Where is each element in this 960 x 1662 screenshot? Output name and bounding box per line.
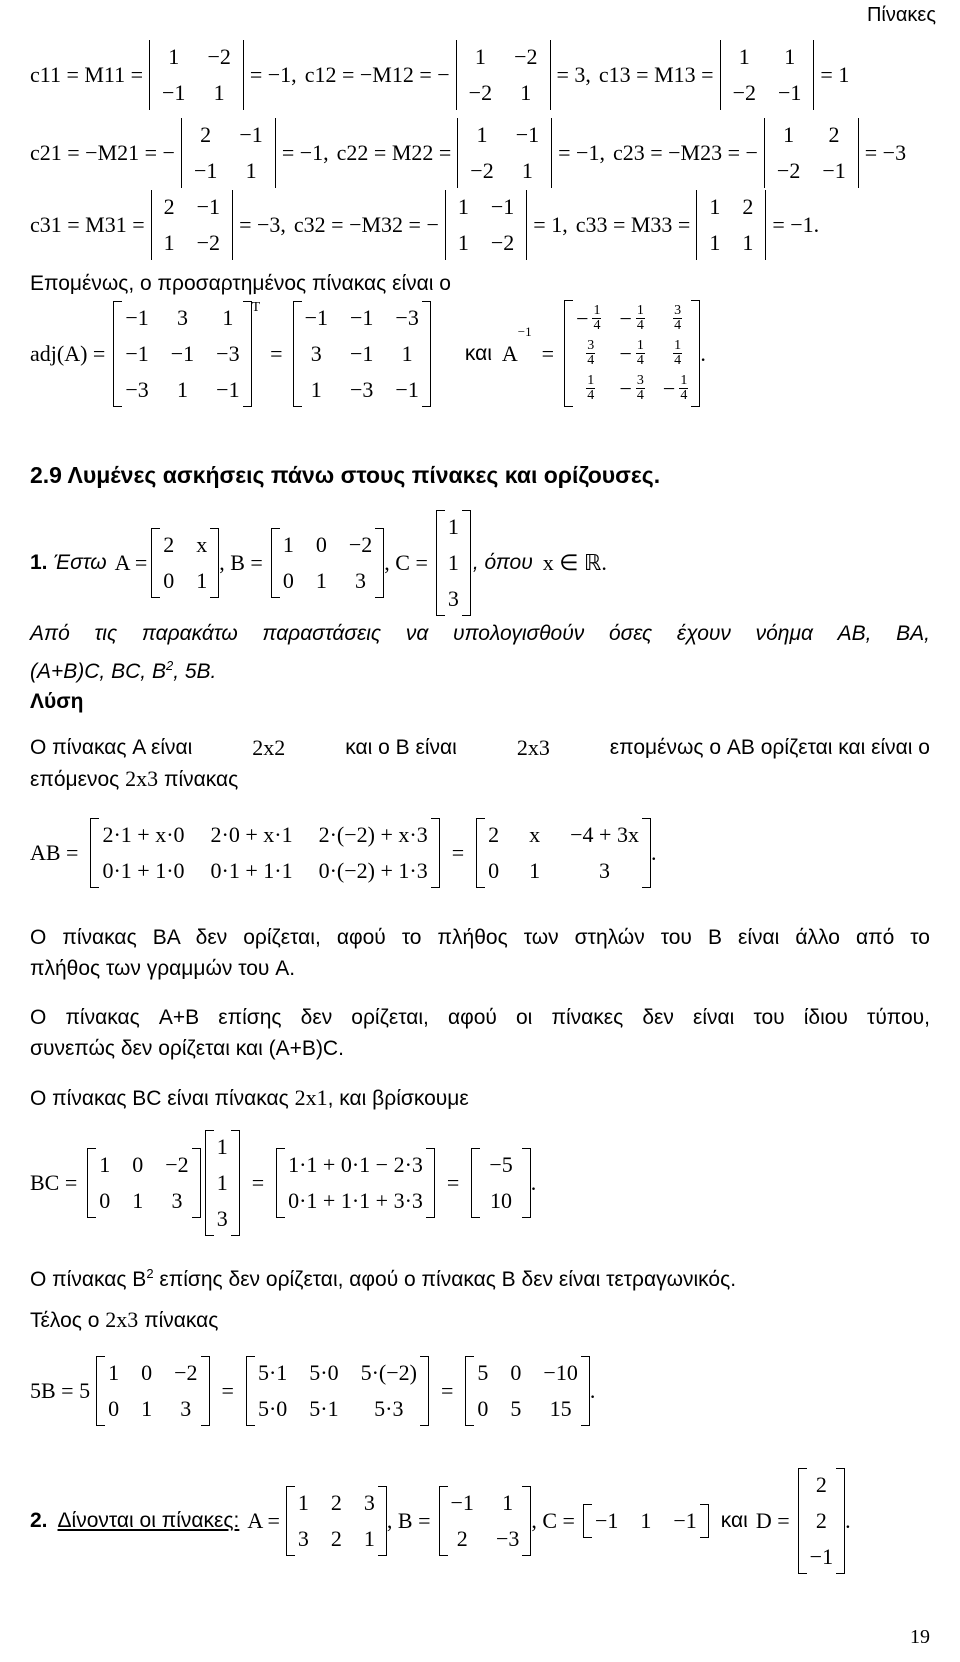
ba-line-1: Ο πίνακας BA δεν ορίζεται, αφού το πλήθος των στηλών του B είναι άλλο από το — [30, 926, 930, 949]
fraction-numerator: 1 — [680, 373, 688, 388]
exercise-2-statement — [30, 1468, 851, 1574]
matrix-cell: 5 — [510, 1396, 522, 1421]
matrix-cell: −2 — [470, 158, 494, 183]
matrix-cell: −1 — [216, 376, 240, 402]
ex2-a-label: A = — [247, 1508, 280, 1533]
c23-label: c23 = −M23 = − — [612, 140, 758, 165]
minor-m33 — [696, 190, 766, 260]
matrix-cell: −1 — [170, 340, 195, 366]
matrix-cell: 2 — [828, 122, 840, 147]
matrix-cell: 0·1 + 1·1 + 3·3 — [288, 1188, 423, 1213]
matrix-cell: 0 — [108, 1396, 120, 1421]
p1-2x2: 2x2 — [252, 735, 286, 760]
fraction-numerator: 3 — [636, 373, 644, 388]
matrix-c-label: , C = — [384, 550, 428, 575]
matrix-cell: −1 — [490, 194, 515, 219]
c32-value: = 1, — [533, 212, 568, 237]
exercise-2-number: 2. — [30, 1509, 48, 1532]
matrix-cell: 1 — [784, 44, 796, 69]
matrix-cell: 3 — [599, 858, 611, 883]
matrix-cell: 1 — [310, 376, 322, 402]
matrix-cell: 3 — [447, 586, 459, 611]
matrix-cell: 2 — [200, 122, 212, 147]
matrix-cell: x — [196, 532, 208, 557]
fraction-numerator: 1 — [636, 303, 644, 318]
matrix-cell: −2 — [514, 44, 538, 69]
five-b-label: 5B = 5 — [30, 1378, 91, 1403]
ex2-and-word: και — [720, 1509, 748, 1532]
five-b-expanded-matrix — [246, 1356, 429, 1426]
fraction — [673, 339, 682, 368]
fraction-sign: − — [662, 375, 676, 401]
matrix-cell: 3 — [176, 304, 188, 330]
section-title: 2.9 Λυμένες ασκήσεις πάνω στους πίνακες και ορίζουσες. — [30, 462, 661, 488]
fraction-numerator: 1 — [636, 338, 644, 353]
c13-value: = 1 — [820, 62, 850, 87]
p1-b: και ο B είναι — [345, 736, 457, 759]
a-plus-b-line-1: Ο πίνακας A+B επίσης δεν ορίζεται, αφού οι πίνακες δεν είναι του ίδιου τύπου, — [30, 1006, 930, 1029]
matrix-cell: −3 — [495, 1526, 520, 1551]
a-plus-b-line-2: συνεπώς δεν ορίζεται και (A+B)C. — [30, 1037, 344, 1060]
matrix-cell: −1 — [809, 1544, 834, 1569]
c33-label: c33 = M33 = — [575, 212, 691, 237]
matrix-cell: 1 — [401, 340, 413, 366]
matrix-cell: 1 — [457, 230, 469, 255]
bc-intro-b: , και βρίσκουμε — [327, 1087, 469, 1110]
matrix-cell: 1 — [529, 858, 541, 883]
c11-label: c11 = M11 = — [30, 62, 144, 87]
c32-label: c32 = −M32 = − — [293, 212, 439, 237]
matrix-cell: −1 — [822, 158, 846, 183]
p1-a: Ο πίνακας A είναι — [30, 736, 193, 759]
fraction — [592, 304, 601, 333]
matrix-cell: −5 — [489, 1152, 513, 1177]
matrix-cell: 1 — [447, 550, 459, 575]
cofactor-matrix — [113, 301, 251, 407]
inverse-exponent: −1 — [517, 324, 532, 339]
five-b-intro — [30, 1304, 930, 1336]
ba-line-2: πλήθος των γραμμών του A. — [30, 957, 296, 980]
exercise-1-number: 1. — [30, 551, 48, 574]
fraction-sign: − — [576, 305, 589, 331]
ex2-matrix-a — [286, 1486, 387, 1556]
matrix-cell: −1 — [125, 340, 149, 366]
equals-sign-2: = — [541, 340, 555, 366]
five-b-intro-a: Τέλος ο — [30, 1309, 100, 1332]
matrix-cell: 1 — [216, 1170, 228, 1195]
matrix-cell: 1 — [742, 230, 754, 255]
matrix-cell: 1 — [783, 122, 795, 147]
task-line-2-a: (A+B)C, BC, B — [30, 660, 166, 683]
c31-label: c31 = M31 = — [30, 212, 145, 237]
matrix-a — [151, 528, 219, 598]
where-word: , όπου — [472, 551, 533, 574]
let-word: Έστω — [53, 551, 107, 574]
fraction-sign: − — [619, 340, 632, 366]
inverse-cell — [663, 374, 688, 403]
p1-2x3-b: 2x3 — [125, 766, 159, 791]
ex2-matrix-d — [798, 1468, 845, 1574]
solution-paragraph-1 — [30, 732, 930, 795]
matrix-cell: 0 — [510, 1360, 522, 1385]
solution-p1-line2 — [30, 763, 930, 795]
matrix-cell: 5·0 — [257, 1396, 288, 1421]
inverse-cell — [619, 374, 644, 403]
matrix-cell: 0 — [132, 1152, 144, 1177]
matrix-cell: −1 — [239, 122, 263, 147]
matrix-cell: −1 — [125, 304, 149, 330]
matrix-cell: −1 — [350, 340, 374, 366]
matrix-cell: 5·0 — [309, 1360, 339, 1385]
matrix-cell: 1 — [297, 1490, 309, 1515]
matrix-cell: 1 — [709, 194, 721, 219]
matrix-cell: 1 — [476, 122, 488, 147]
matrix-cell: 2 — [330, 1526, 342, 1551]
fraction-sign: − — [619, 375, 632, 401]
bc-2x1: 2x1 — [294, 1085, 328, 1110]
task-line-1: Από τις παρακάτω παραστάσεις να υπολογισθούν όσες έχουν νόημα AB, BA, — [30, 622, 930, 645]
and-word: και — [464, 341, 492, 365]
fraction — [679, 374, 688, 403]
c21-value: = −1, — [281, 140, 329, 165]
matrix-a-label: A = — [114, 550, 148, 575]
b-squared-b: επίσης δεν ορίζεται, αφού ο πίνακας B δεν είναι τετραγωνικός. — [159, 1268, 737, 1291]
minor-m13 — [720, 40, 815, 110]
matrix-cell: 0·(−2) + 1·3 — [318, 858, 428, 883]
matrix-cell: 5·1 — [257, 1360, 288, 1385]
matrix-cell: 1 — [141, 1396, 153, 1421]
matrix-cell: 3 — [297, 1526, 309, 1551]
solution-heading: Λύση — [30, 690, 84, 713]
matrix-cell: 1 — [222, 304, 234, 330]
matrix-cell: −3 — [125, 376, 149, 402]
adjugate-matrix — [293, 301, 431, 407]
matrix-cell: 2 — [163, 194, 175, 219]
equals-sign: = — [270, 340, 283, 366]
minor-m31 — [151, 190, 233, 260]
matrix-cell: 10 — [490, 1188, 513, 1213]
inverse-cell — [669, 339, 682, 368]
inverse-cell — [669, 304, 682, 333]
minor-m32 — [445, 190, 527, 260]
matrix-cell: 2 — [456, 1526, 468, 1551]
matrix-cell: 1 — [709, 230, 721, 255]
period: . — [700, 340, 706, 366]
matrix-cell: −1 — [196, 194, 221, 219]
matrix-cell: −1 — [395, 376, 419, 402]
exercise-1-statement — [30, 510, 607, 616]
matrix-cell: 1 — [363, 1526, 375, 1551]
matrix-cell: 2 — [488, 822, 500, 847]
matrix-cell: −2 — [776, 158, 801, 183]
c12-value: = 3, — [556, 62, 591, 87]
matrix-cell: 3 — [363, 1490, 375, 1515]
b-squared-sup: 2 — [146, 1266, 154, 1281]
fraction — [673, 304, 682, 333]
matrix-cell: 0 — [282, 568, 294, 593]
five-b-b-matrix — [96, 1356, 209, 1426]
matrix-cell: −2 — [490, 230, 515, 255]
matrix-cell: 1 — [163, 230, 175, 255]
matrix-cell: −10 — [543, 1360, 578, 1385]
fraction-denominator: 4 — [636, 388, 644, 403]
fraction-denominator: 4 — [593, 318, 601, 333]
ab-expanded-matrix — [90, 818, 439, 888]
matrix-cell: 1 — [132, 1188, 144, 1213]
inverse-cell — [619, 304, 644, 333]
bc-intro — [30, 1082, 930, 1114]
inverse-matrix — [564, 300, 700, 407]
c31-value: = −3, — [239, 212, 286, 237]
cofactor-row-3 — [30, 190, 819, 260]
transpose-mark: T — [251, 300, 261, 315]
inverse-cell — [576, 304, 601, 333]
adj-label: adj(A) = — [30, 340, 106, 366]
fraction — [636, 339, 645, 368]
c13-label: c13 = M13 = — [598, 62, 714, 87]
b-squared-line — [30, 1258, 930, 1295]
matrix-cell: 3 — [171, 1188, 183, 1213]
matrix-cell: −1 — [162, 80, 186, 105]
given-phrase: Δίνονται οι πίνακες: — [57, 1509, 240, 1532]
matrix-cell: −4 + 3x — [570, 822, 639, 847]
matrix-cell: 1 — [216, 1134, 228, 1159]
b-squared-a: Ο πίνακας B — [30, 1268, 147, 1291]
five-b-intro-b: πίνακας — [144, 1309, 219, 1332]
adjugate-equation — [30, 300, 706, 407]
five-b-result-matrix — [465, 1356, 589, 1426]
matrix-cell: 3 — [180, 1396, 192, 1421]
fraction-denominator: 4 — [680, 388, 688, 403]
bc-label: BC = — [30, 1170, 78, 1195]
p1-e: πίνακας — [163, 768, 239, 791]
matrix-cell: 15 — [549, 1396, 572, 1421]
minor-m11 — [149, 40, 244, 110]
inverse-label: A — [501, 340, 518, 366]
matrix-cell: 2·1 + x·0 — [102, 822, 185, 847]
matrix-cell: 1 — [738, 44, 750, 69]
fraction-denominator: 4 — [587, 353, 595, 368]
five-b-2x3: 2x3 — [105, 1307, 139, 1332]
cofactor-row-2 — [30, 118, 906, 188]
matrix-cell: −1 — [450, 1490, 474, 1515]
matrix-cell: 1 — [315, 568, 327, 593]
matrix-cell: 1 — [99, 1152, 111, 1177]
ex2-d-label: D = — [755, 1508, 790, 1533]
fraction-numerator: 1 — [593, 303, 601, 318]
matrix-cell: 0 — [141, 1360, 153, 1385]
matrix-cell: 1·1 + 0·1 − 2·3 — [288, 1152, 423, 1177]
fraction-denominator: 4 — [636, 318, 644, 333]
matrix-cell: 2 — [330, 1490, 342, 1515]
matrix-cell: 5·3 — [374, 1396, 404, 1421]
matrix-cell: −3 — [216, 340, 240, 366]
bc-expanded-matrix — [276, 1148, 435, 1218]
fraction-numerator: 3 — [587, 338, 595, 353]
minor-m23 — [764, 118, 859, 188]
matrix-cell: −1 — [594, 1508, 619, 1533]
fraction-denominator: 4 — [636, 353, 644, 368]
matrix-cell: 0 — [99, 1188, 111, 1213]
fraction — [636, 374, 645, 403]
cofactor-row-1 — [30, 40, 849, 110]
matrix-cell: 1 — [176, 376, 188, 402]
inverse-cell — [619, 339, 644, 368]
matrix-cell: 1 — [640, 1508, 652, 1533]
ex2-c-label: , C = — [531, 1508, 575, 1533]
matrix-cell: 3 — [355, 568, 367, 593]
matrix-cell: 2 — [815, 1508, 827, 1533]
c11-value: = −1, — [249, 62, 297, 87]
matrix-cell: 2 — [742, 194, 754, 219]
task-line-2-sup: 2 — [165, 658, 174, 673]
matrix-cell: −2 — [174, 1360, 198, 1385]
bc-c-matrix — [205, 1130, 240, 1236]
matrix-cell: 1 — [474, 44, 486, 69]
matrix-cell: 5·1 — [309, 1396, 339, 1421]
matrix-cell: −1 — [777, 80, 802, 105]
ab-label: AB = — [30, 840, 79, 865]
fraction — [636, 304, 645, 333]
matrix-cell: 2·(−2) + x·3 — [318, 822, 428, 847]
ab-computation: AB = 2·1 + x·0 2·0 + x·1 2·(−2) + x·3 0·1 + 1·0 0·1 + 1·1 0·(−2) + 1·3 = 2 x −4 + 3x 0 1 3 . — [30, 818, 656, 888]
matrix-cell: 2 — [163, 532, 175, 557]
matrix-cell: 1 — [447, 514, 459, 539]
matrix-cell: 1 — [196, 568, 208, 593]
fraction — [586, 374, 595, 403]
matrix-cell: 0·1 + 1·0 — [102, 858, 185, 883]
ex2-matrix-c — [583, 1504, 709, 1538]
p1-c: επομένως ο AB ορίζεται και είναι ο — [609, 736, 930, 759]
matrix-cell: 5 — [477, 1360, 489, 1385]
matrix-cell: 1 — [520, 80, 532, 105]
matrix-cell: 1 — [521, 158, 533, 183]
c22-value: = −1, — [558, 140, 605, 165]
matrix-cell: −1 — [515, 122, 540, 147]
minor-m21 — [181, 118, 276, 188]
matrix-cell: 1 — [168, 44, 180, 69]
matrix-cell: −1 — [193, 158, 218, 183]
matrix-cell: 1 — [213, 80, 225, 105]
fraction — [586, 339, 595, 368]
running-header: Πίνακες — [866, 4, 936, 26]
fraction-numerator: 1 — [674, 338, 682, 353]
matrix-cell: 0 — [163, 568, 175, 593]
bc-b-matrix — [87, 1148, 200, 1218]
fraction-numerator: 3 — [674, 303, 682, 318]
c21-label: c21 = −M21 = − — [30, 140, 175, 165]
bc-intro-a: Ο πίνακας BC είναι πίνακας — [30, 1087, 289, 1110]
matrix-cell: 0 — [477, 1396, 489, 1421]
matrix-cell: 1 — [108, 1360, 120, 1385]
matrix-cell: −3 — [350, 376, 374, 402]
fraction-denominator: 4 — [674, 353, 682, 368]
matrix-cell: −1 — [304, 304, 328, 330]
matrix-cell: −3 — [395, 304, 419, 330]
c22-label: c22 = M22 = — [336, 140, 452, 165]
matrix-cell: 0 — [315, 532, 327, 557]
ab-result-matrix — [476, 818, 651, 888]
matrix-cell: −1 — [673, 1508, 697, 1533]
matrix-cell: 3 — [310, 340, 322, 366]
inverse-cell — [582, 339, 595, 368]
matrix-cell: 1 — [282, 532, 294, 557]
domain-condition: x ∈ ℝ. — [542, 550, 607, 575]
matrix-cell: 1 — [245, 158, 257, 183]
matrix-b-label: , B = — [219, 550, 263, 575]
matrix-cell: −2 — [207, 44, 231, 69]
c12-label: c12 = −M12 = − — [304, 62, 450, 87]
fraction-sign: − — [619, 305, 632, 331]
matrix-cell: 5·(−2) — [360, 1360, 417, 1385]
ex2-b-label: , B = — [386, 1508, 431, 1533]
bc-computation: BC = 1 0 −2 0 1 3 1 1 3 = 1·1 + 0·1 − 2·3 0·1 + 1·1 + 3·3 = −5 10 . — [30, 1130, 536, 1236]
fraction-numerator: 1 — [587, 373, 595, 388]
matrix-cell: 0 — [488, 858, 500, 883]
c33-value: = −1. — [772, 212, 820, 237]
bc-result-matrix — [471, 1148, 530, 1218]
task-line-2 — [30, 650, 930, 687]
matrix-cell: 1 — [457, 194, 469, 219]
task-line-2-c: , 5B. — [173, 660, 217, 683]
five-b-computation: 5B = 5 1 0 −2 0 1 3 = 5·1 5·0 5·(−2) 5·0 5·1 5·3 = 5 0 −10 0 5 15 . — [30, 1356, 595, 1426]
inverse-cell — [582, 374, 595, 403]
matrix-b — [271, 528, 384, 598]
matrix-cell: −2 — [468, 80, 493, 105]
ex2-period: . — [845, 1508, 851, 1533]
matrix-cell: 2·0 + x·1 — [210, 822, 293, 847]
matrix-cell: −1 — [350, 304, 374, 330]
p1-d: επόμενος — [30, 768, 120, 791]
minor-m12 — [456, 40, 551, 110]
matrix-cell: −2 — [732, 80, 756, 105]
matrix-cell: 2 — [815, 1472, 827, 1497]
c23-value: = −3 — [864, 140, 907, 165]
fraction-denominator: 4 — [674, 318, 682, 333]
matrix-cell: −2 — [165, 1152, 189, 1177]
matrix-cell: 3 — [216, 1206, 228, 1231]
adj-intro: Επομένως, ο προσαρτημένος πίνακας είναι ο — [30, 272, 451, 295]
matrix-cell: 1 — [502, 1490, 514, 1515]
solution-p1-line1 — [30, 732, 930, 763]
matrix-cell: 0·1 + 1·1 — [210, 858, 293, 883]
ex2-matrix-b — [439, 1486, 532, 1556]
page-number: 19 — [910, 1626, 930, 1648]
minor-m22 — [457, 118, 552, 188]
p1-2x3: 2x3 — [516, 735, 550, 760]
matrix-c — [436, 510, 471, 616]
matrix-cell: x — [529, 822, 541, 847]
matrix-cell: −2 — [196, 230, 221, 255]
matrix-cell: −2 — [348, 532, 373, 557]
fraction-denominator: 4 — [587, 388, 595, 403]
